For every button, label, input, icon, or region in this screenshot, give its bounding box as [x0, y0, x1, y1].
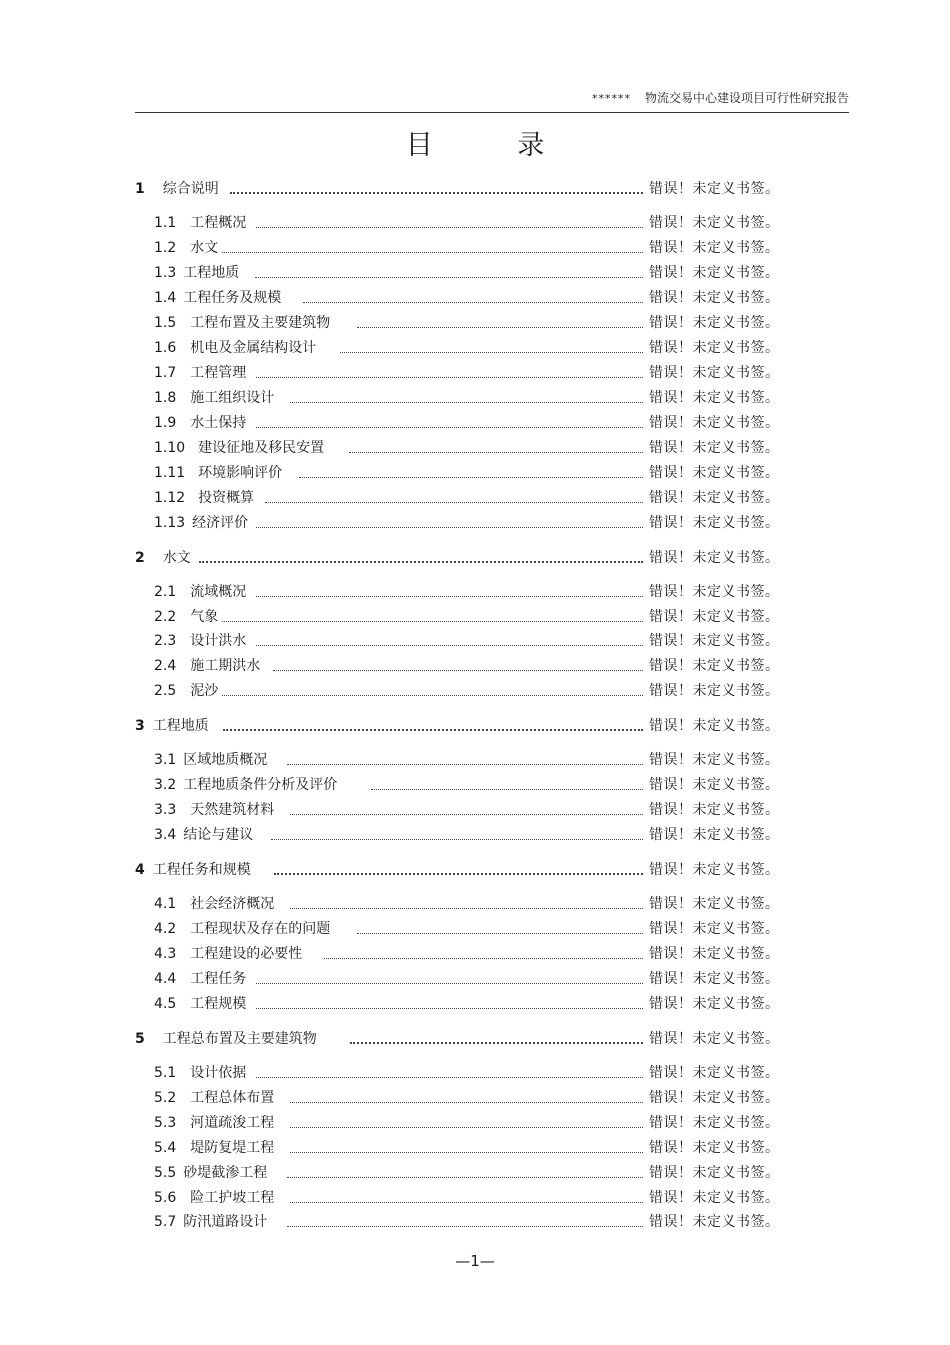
toc-entry[interactable] [154, 1162, 785, 1184]
toc-entry-number: 1.6 [154, 340, 177, 356]
toc-entry-title: 投资概算 [198, 490, 255, 506]
toc-dot-leader [256, 427, 643, 428]
toc-entry[interactable] [154, 824, 785, 846]
toc-entry-number: 1.11 [154, 465, 186, 481]
toc-dot-leader [273, 670, 643, 671]
toc-entry[interactable] [154, 1137, 785, 1159]
header-document-title: 物流交易中心建设项目可行性研究报告 [644, 91, 849, 105]
toc-entry-number: 3 [135, 718, 145, 734]
toc-dot-leader [255, 277, 643, 278]
toc-entry-number: 1.13 [154, 515, 186, 531]
toc-entry-number: 1.1 [154, 215, 177, 231]
toc-entry-page-ref: 错误！未定义书签。 [649, 365, 780, 381]
toc-entry[interactable] [154, 287, 785, 309]
toc-entry[interactable] [154, 749, 785, 771]
toc-entry-page-ref: 错误！未定义书签。 [649, 1090, 780, 1106]
toc-entry[interactable] [154, 212, 785, 234]
toc-entry[interactable] [154, 655, 785, 677]
toc-entry[interactable] [154, 312, 785, 334]
toc-dot-leader [256, 983, 643, 984]
toc-entry[interactable] [154, 412, 785, 434]
toc-entry-title: 工程地质条件分析及评价 [183, 777, 338, 793]
toc-entry[interactable] [154, 606, 785, 628]
toc-entry-title: 河道疏浚工程 [190, 1115, 275, 1131]
toc-entry[interactable] [154, 1112, 785, 1134]
toc-entry-number: 4.4 [154, 971, 177, 987]
toc-entry[interactable] [154, 680, 785, 702]
toc-entry[interactable] [154, 487, 785, 509]
toc-entry-page-ref: 错误！未定义书签。 [649, 971, 780, 987]
toc-entry-title: 险工护坡工程 [190, 1190, 275, 1206]
toc-entry[interactable] [154, 993, 785, 1015]
toc-entry[interactable] [154, 774, 785, 796]
toc-dot-leader [274, 873, 643, 875]
toc-entry-title: 机电及金属结构设计 [190, 340, 317, 356]
toc-entry[interactable] [154, 237, 785, 259]
toc-entry-title: 工程规模 [190, 996, 247, 1012]
page-header [135, 89, 849, 109]
toc-entry-number: 1.9 [154, 415, 177, 431]
toc-entry-page-ref: 错误！未定义书签。 [649, 946, 780, 962]
toc-entry-number: 1 [135, 181, 145, 197]
toc-entry-title: 环境影响评价 [198, 465, 283, 481]
toc-entry[interactable] [154, 943, 785, 965]
toc-entry[interactable] [154, 362, 785, 384]
toc-dot-leader [256, 1077, 643, 1078]
header-stars: ****** [591, 92, 631, 105]
toc-entry-title: 天然建筑材料 [190, 802, 275, 818]
toc-entry-title: 工程地质 [183, 265, 240, 281]
toc-entry[interactable] [154, 337, 785, 359]
toc-entry-number: 1.3 [154, 265, 177, 281]
toc-entry-number: 1.12 [154, 490, 186, 506]
toc-entry-number: 2 [135, 550, 145, 566]
toc-entry-page-ref: 错误！未定义书签。 [649, 777, 780, 793]
toc-entry-page-ref: 错误！未定义书签。 [649, 683, 780, 699]
toc-entry-number: 4.3 [154, 946, 177, 962]
toc-entry-page-ref: 错误！未定义书签。 [649, 609, 780, 625]
toc-dot-leader [256, 596, 643, 597]
toc-entry-page-ref: 错误！未定义书签。 [649, 718, 780, 734]
toc-entry-page-ref: 错误！未定义书签。 [649, 550, 780, 566]
toc-entry-page-ref: 错误！未定义书签。 [649, 515, 780, 531]
toc-entry-page-ref: 错误！未定义书签。 [649, 390, 780, 406]
toc-entry-title: 气象 [190, 609, 219, 625]
toc-entry-title: 施工期洪水 [190, 658, 261, 674]
toc-entry-page-ref: 错误！未定义书签。 [649, 827, 780, 843]
toc-entry-title: 施工组织设计 [190, 390, 275, 406]
toc-entry-page-ref: 错误！未定义书签。 [649, 584, 780, 600]
toc-entry-page-ref: 错误！未定义书签。 [649, 658, 780, 674]
toc-entry-title: 工程地质 [152, 718, 209, 734]
toc-entry-page-ref: 错误！未定义书签。 [649, 440, 780, 456]
toc-dot-leader [303, 302, 643, 303]
toc-entry[interactable] [154, 581, 785, 603]
toc-entry-page-ref: 错误！未定义书签。 [649, 802, 780, 818]
toc-entry-number: 4 [135, 862, 145, 878]
toc-entry[interactable] [135, 178, 785, 200]
toc-entry-page-ref: 错误！未定义书签。 [649, 1190, 780, 1206]
toc-dot-leader [290, 1152, 643, 1153]
toc-entry[interactable] [154, 1062, 785, 1084]
toc-entry[interactable] [154, 968, 785, 990]
toc-dot-leader [222, 621, 643, 622]
toc-entry-page-ref: 错误！未定义书签。 [649, 290, 780, 306]
toc-entry-number: 1.5 [154, 315, 177, 331]
toc-entry-number: 3.4 [154, 827, 177, 843]
toc-entry-title: 泥沙 [190, 683, 219, 699]
toc-entry-title: 砂堤截渗工程 [183, 1165, 268, 1181]
toc-entry-title: 水土保持 [190, 415, 247, 431]
toc-entry[interactable] [154, 512, 785, 534]
toc-entry-page-ref: 错误！未定义书签。 [649, 181, 780, 197]
toc-entry-title: 区域地质概况 [183, 752, 268, 768]
toc-entry-number: 1.7 [154, 365, 177, 381]
toc-entry-number: 1.8 [154, 390, 177, 406]
toc-dot-leader [290, 814, 643, 815]
toc-dot-leader [256, 645, 643, 646]
toc-dot-leader [222, 695, 643, 696]
toc-entry-number: 2.4 [154, 658, 177, 674]
toc-entry-number: 2.3 [154, 633, 177, 649]
toc-dot-leader [222, 252, 643, 253]
toc-entry-title: 工程布置及主要建筑物 [190, 315, 331, 331]
toc-entry-number: 4.1 [154, 896, 177, 912]
toc-dot-leader [357, 327, 643, 328]
toc-entry[interactable] [154, 1211, 785, 1233]
toc-entry-title: 工程概况 [190, 215, 247, 231]
toc-dot-leader [299, 477, 643, 478]
toc-entry[interactable] [154, 893, 785, 915]
toc-entry-title: 建设征地及移民安置 [198, 440, 325, 456]
toc-entry-page-ref: 错误！未定义书签。 [649, 1115, 780, 1131]
toc-dot-leader [256, 227, 643, 228]
toc-entry-page-ref: 错误！未定义书签。 [649, 240, 780, 256]
toc-entry-title: 结论与建议 [183, 827, 254, 843]
toc-dot-leader [199, 561, 643, 563]
toc-dot-leader [349, 452, 643, 453]
toc-entry-title: 综合说明 [162, 181, 219, 197]
toc-entry-title: 工程任务 [190, 971, 247, 987]
toc-dot-leader [290, 1202, 643, 1203]
toc-entry-page-ref: 错误！未定义书签。 [649, 315, 780, 331]
toc-dot-leader [290, 908, 643, 909]
toc-entry-title: 工程任务和规模 [152, 862, 251, 878]
toc-entry-page-ref: 错误！未定义书签。 [649, 1140, 780, 1156]
toc-entry[interactable] [154, 462, 785, 484]
header-rule [135, 112, 849, 113]
toc-dot-leader [290, 1127, 643, 1128]
toc-entry-title: 工程建设的必要性 [190, 946, 303, 962]
toc-dot-leader [371, 789, 643, 790]
toc-entry-title: 工程现状及存在的问题 [190, 921, 331, 937]
toc-dot-leader [357, 933, 643, 934]
toc-entry-page-ref: 错误！未定义书签。 [649, 415, 780, 431]
toc-entry-title: 设计洪水 [190, 633, 247, 649]
toc-entry-number: 5.4 [154, 1140, 177, 1156]
toc-entry-number: 2.5 [154, 683, 177, 699]
toc-entry-title: 水文 [190, 240, 219, 256]
toc-entry-page-ref: 错误！未定义书签。 [649, 896, 780, 912]
toc-entry-page-ref: 错误！未定义书签。 [649, 752, 780, 768]
toc-entry-page-ref: 错误！未定义书签。 [649, 465, 780, 481]
toc-entry[interactable] [154, 918, 785, 940]
toc-entry-page-ref: 错误！未定义书签。 [649, 1065, 780, 1081]
toc-entry-number: 5 [135, 1031, 145, 1047]
toc-entry-title: 社会经济概况 [190, 896, 275, 912]
toc-entry-number: 1.10 [154, 440, 186, 456]
toc-dot-leader [350, 1042, 643, 1044]
toc-entry-page-ref: 错误！未定义书签。 [649, 490, 780, 506]
toc-dot-leader [256, 1008, 643, 1009]
toc-entry-number: 5.7 [154, 1214, 177, 1230]
toc-entry[interactable] [154, 437, 785, 459]
toc-dot-leader [265, 502, 643, 503]
toc-entry-page-ref: 错误！未定义书签。 [649, 1214, 780, 1230]
toc-entry-title: 设计依据 [190, 1065, 247, 1081]
toc-dot-leader [230, 192, 643, 194]
toc-dot-leader [271, 839, 643, 840]
toc-entry-number: 1.4 [154, 290, 177, 306]
toc-entry[interactable] [154, 630, 785, 652]
toc-dot-leader [340, 352, 643, 353]
toc-entry-number: 5.6 [154, 1190, 177, 1206]
toc-entry[interactable] [135, 1028, 785, 1050]
toc-dot-leader [256, 377, 643, 378]
toc-entry-page-ref: 错误！未定义书签。 [649, 1031, 780, 1047]
toc-entry-page-ref: 错误！未定义书签。 [649, 862, 780, 878]
toc-entry-number: 5.1 [154, 1065, 177, 1081]
toc-dot-leader [223, 729, 643, 731]
toc-entry[interactable] [135, 715, 785, 737]
toc-dot-leader [256, 527, 643, 528]
toc-dot-leader [287, 764, 643, 765]
toc-entry[interactable] [154, 262, 785, 284]
toc-entry-number: 4.5 [154, 996, 177, 1012]
toc-entry-number: 2.1 [154, 584, 177, 600]
toc-entry-title: 堤防复堤工程 [190, 1140, 275, 1156]
toc-dot-leader [290, 1102, 643, 1103]
toc-dot-leader [324, 958, 643, 959]
toc-entry-page-ref: 错误！未定义书签。 [649, 340, 780, 356]
toc-entry-title: 工程总布置及主要建筑物 [162, 1031, 317, 1047]
toc-entry-number: 3.1 [154, 752, 177, 768]
toc-entry-page-ref: 错误！未定义书签。 [649, 265, 780, 281]
toc-entry-number: 2.2 [154, 609, 177, 625]
toc-entry-number: 1.2 [154, 240, 177, 256]
toc-entry[interactable] [154, 799, 785, 821]
toc-entry[interactable] [135, 859, 785, 881]
toc-dot-leader [287, 1177, 643, 1178]
toc-entry-number: 5.5 [154, 1165, 177, 1181]
toc-entry-number: 5.2 [154, 1090, 177, 1106]
toc-dot-leader [287, 1226, 643, 1227]
toc-entry-title: 经济评价 [192, 515, 249, 531]
toc-entry-title: 水文 [162, 550, 191, 566]
toc-entry-page-ref: 错误！未定义书签。 [649, 996, 780, 1012]
toc-entry[interactable] [154, 1087, 785, 1109]
toc-entry-page-ref: 错误！未定义书签。 [649, 215, 780, 231]
toc-dot-leader [290, 402, 643, 403]
toc-entry-page-ref: 错误！未定义书签。 [649, 921, 780, 937]
toc-entry-title: 工程管理 [190, 365, 247, 381]
toc-entry-number: 5.3 [154, 1115, 177, 1131]
toc-entry-page-ref: 错误！未定义书签。 [649, 633, 780, 649]
toc-entry-number: 4.2 [154, 921, 177, 937]
toc-entry[interactable] [135, 547, 785, 569]
toc-entry[interactable] [154, 1187, 785, 1209]
toc-entry[interactable] [154, 387, 785, 409]
toc-entry-number: 3.2 [154, 777, 177, 793]
toc-entry-title: 工程总体布置 [190, 1090, 275, 1106]
toc-title: 目 录 [405, 130, 583, 161]
toc-entry-title: 流域概况 [190, 584, 247, 600]
toc-entry-page-ref: 错误！未定义书签。 [649, 1165, 780, 1181]
page-number: —1— [455, 1252, 495, 1270]
toc-entry-number: 3.3 [154, 802, 177, 818]
toc-entry-title: 工程任务及规模 [183, 290, 282, 306]
toc-entry-title: 防汛道路设计 [183, 1214, 268, 1230]
